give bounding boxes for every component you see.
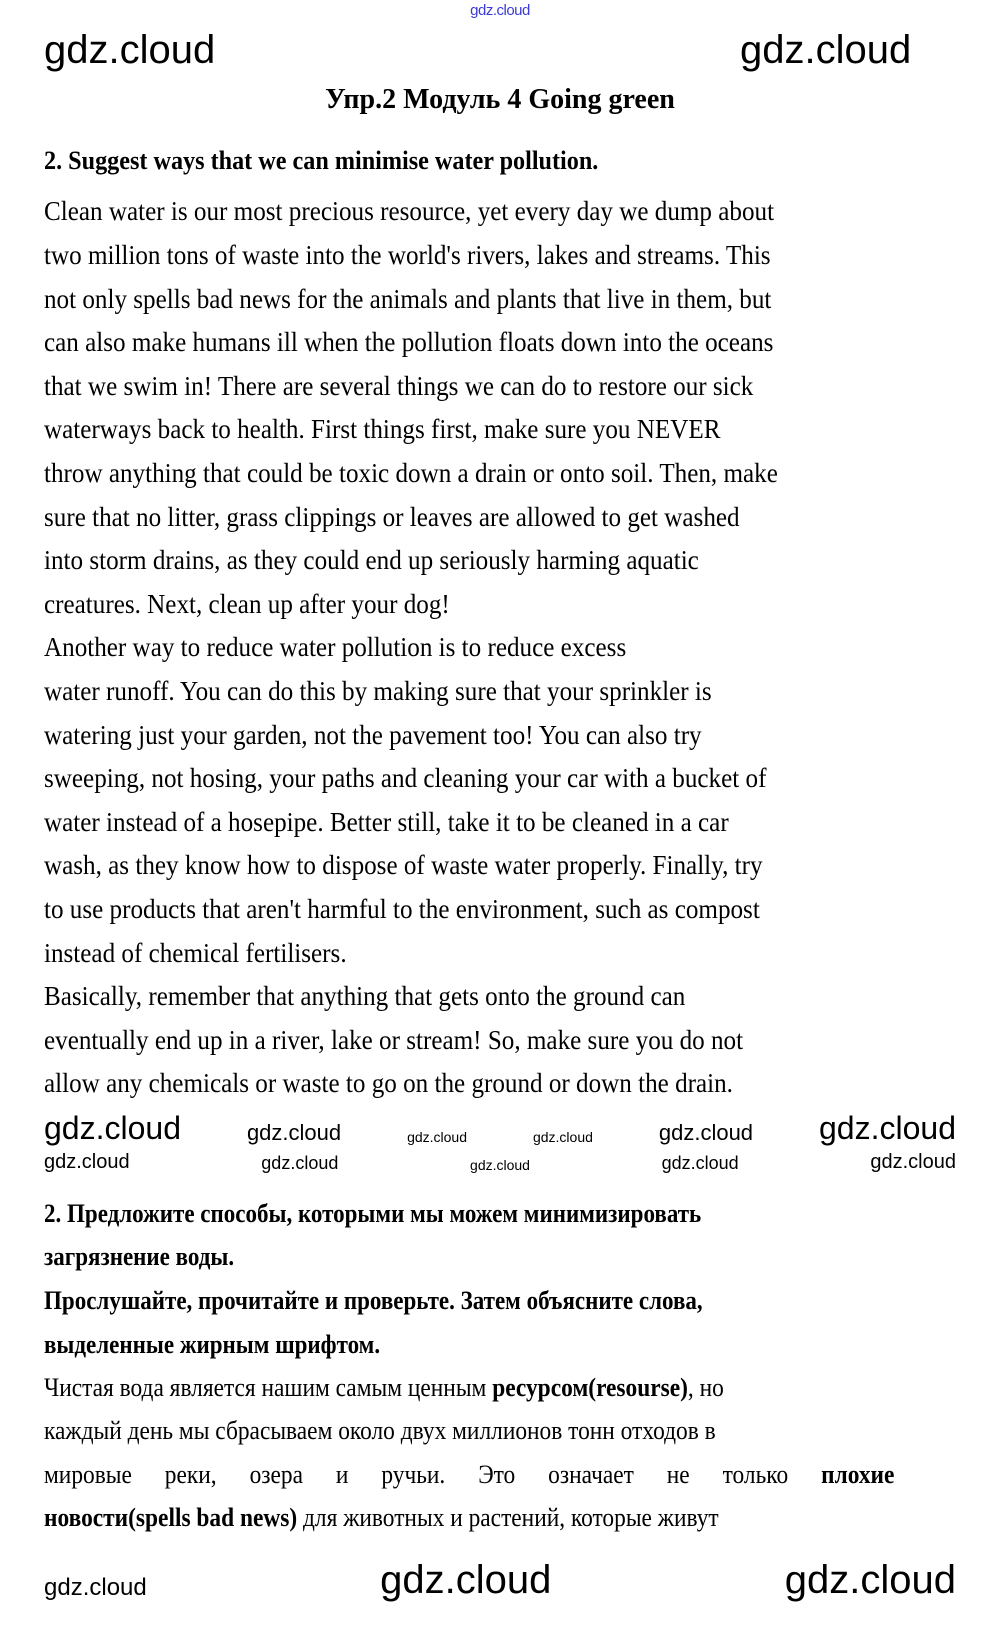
site-watermark-top: gdz.cloud: [470, 2, 530, 19]
text-line: wash, as they know how to dispose of waste water properly. Finally, try: [44, 850, 763, 880]
ru-word: и: [335, 1460, 349, 1489]
ru-text-line: каждый день мы сбрасываем около двух миллионов тонн отходов в: [44, 1416, 716, 1445]
watermark: gdz.cloud: [407, 1129, 468, 1145]
watermark: gdz.cloud: [661, 1153, 739, 1173]
ru-word: Это: [478, 1460, 516, 1489]
text-line: that we swim in! There are several things we can do to restore our sick: [44, 371, 754, 401]
watermark: gdz.cloud: [658, 1120, 754, 1145]
text-line: allow any chemicals or waste to go on the ground or down the drain.: [44, 1068, 733, 1098]
watermark: gdz.cloud: [380, 1558, 552, 1602]
ru-word: не: [666, 1460, 690, 1489]
text-line: Another way to reduce water pollution is to reduce excess: [44, 632, 627, 662]
watermark: gdz.cloud: [246, 1120, 342, 1145]
watermark-row: [44, 1560, 956, 1600]
text-line: into storm drains, as they could end up seriously harming aquatic: [44, 545, 699, 575]
text-line: sure that no litter, grass clippings or leaves are allowed to get washed: [44, 502, 740, 532]
text-line: creatures. Next, clean up after your dog!: [44, 589, 450, 619]
ru-word: только: [722, 1460, 789, 1489]
ru-word: реки,: [164, 1460, 217, 1489]
ru-word: ручьи.: [381, 1460, 446, 1489]
text-line: Basically, remember that anything that gets onto the ground can: [44, 981, 686, 1011]
text-line: not only spells bad news for the animals and plants that live in them, but: [44, 284, 772, 314]
watermark: gdz.cloud: [44, 1110, 181, 1146]
text-line: water runoff. You can do this by making sure that your sprinkler is: [44, 676, 712, 706]
text-line: Clean water is our most precious resource, yet every day we dump about: [44, 196, 775, 226]
task-heading-russian-line1: 2. Предложите способы, которыми мы можем минимизировать: [44, 1199, 702, 1228]
text-line: two million tons of waste into the world's rivers, lakes and streams. This: [44, 240, 771, 270]
text-line: to use products that aren't harmful to the environment, such as compost: [44, 894, 760, 924]
ru-word: мировые: [44, 1460, 132, 1489]
bold-term-spells-bad-news: новости(spells bad news): [44, 1503, 298, 1532]
watermark: gdz.cloud: [44, 1151, 130, 1173]
bold-term-bad-news: плохие: [821, 1460, 895, 1489]
text-line: throw anything that could be toxic down a drain or onto soil. Then, make: [44, 458, 778, 488]
watermark-row: [44, 1152, 956, 1172]
task-heading-english: 2. Suggest ways that we can minimise water pollution.: [44, 146, 599, 175]
watermark: gdz.cloud: [740, 28, 912, 72]
page-title: Упр.2 Модуль 4 Going green: [325, 84, 675, 115]
ru-word: озера: [249, 1460, 303, 1489]
text-line: waterways back to health. First things first, make sure you NEVER: [44, 414, 721, 444]
ru-text: для животных и растений, которые живут: [297, 1503, 719, 1532]
text-line: sweeping, not hosing, your paths and cleaning your car with a bucket of: [44, 763, 767, 793]
watermark: gdz.cloud: [870, 1151, 956, 1173]
text-line: can also make humans ill when the pollution floats down into the oceans: [44, 327, 774, 357]
ru-text-line: [44, 1460, 895, 1490]
watermark: gdz.cloud: [819, 1110, 956, 1146]
instruction-line1: Прослушайте, прочитайте и проверьте. Затем объясните слова,: [44, 1286, 703, 1315]
watermark-row: [44, 1112, 956, 1144]
task-heading-russian-line2: загрязнение воды.: [44, 1242, 235, 1271]
watermark: gdz.cloud: [261, 1153, 339, 1173]
ru-text: Чистая вода является нашим самым ценным: [44, 1373, 493, 1402]
watermark: gdz.cloud: [470, 1157, 530, 1173]
watermark: gdz.cloud: [44, 28, 216, 72]
watermark: gdz.cloud: [44, 1574, 147, 1601]
ru-word: означает: [548, 1460, 634, 1489]
watermark: gdz.cloud: [532, 1129, 593, 1145]
text-line: watering just your garden, not the pavement too! You can also try: [44, 720, 702, 750]
text-line: instead of chemical fertilisers.: [44, 938, 347, 968]
instruction-line2: выделенные жирным шрифтом.: [44, 1330, 381, 1359]
watermark: gdz.cloud: [784, 1558, 956, 1602]
ru-text-line: [44, 1503, 719, 1533]
bold-term-resource: ресурсом(resourse): [492, 1373, 688, 1402]
text-line: eventually end up in a river, lake or stream! So, make sure you do not: [44, 1025, 744, 1055]
ru-text: , но: [687, 1373, 724, 1402]
ru-text-line: [44, 1373, 724, 1403]
text-line: water instead of a hosepipe. Better still, take it to be cleaned in a car: [44, 807, 729, 837]
